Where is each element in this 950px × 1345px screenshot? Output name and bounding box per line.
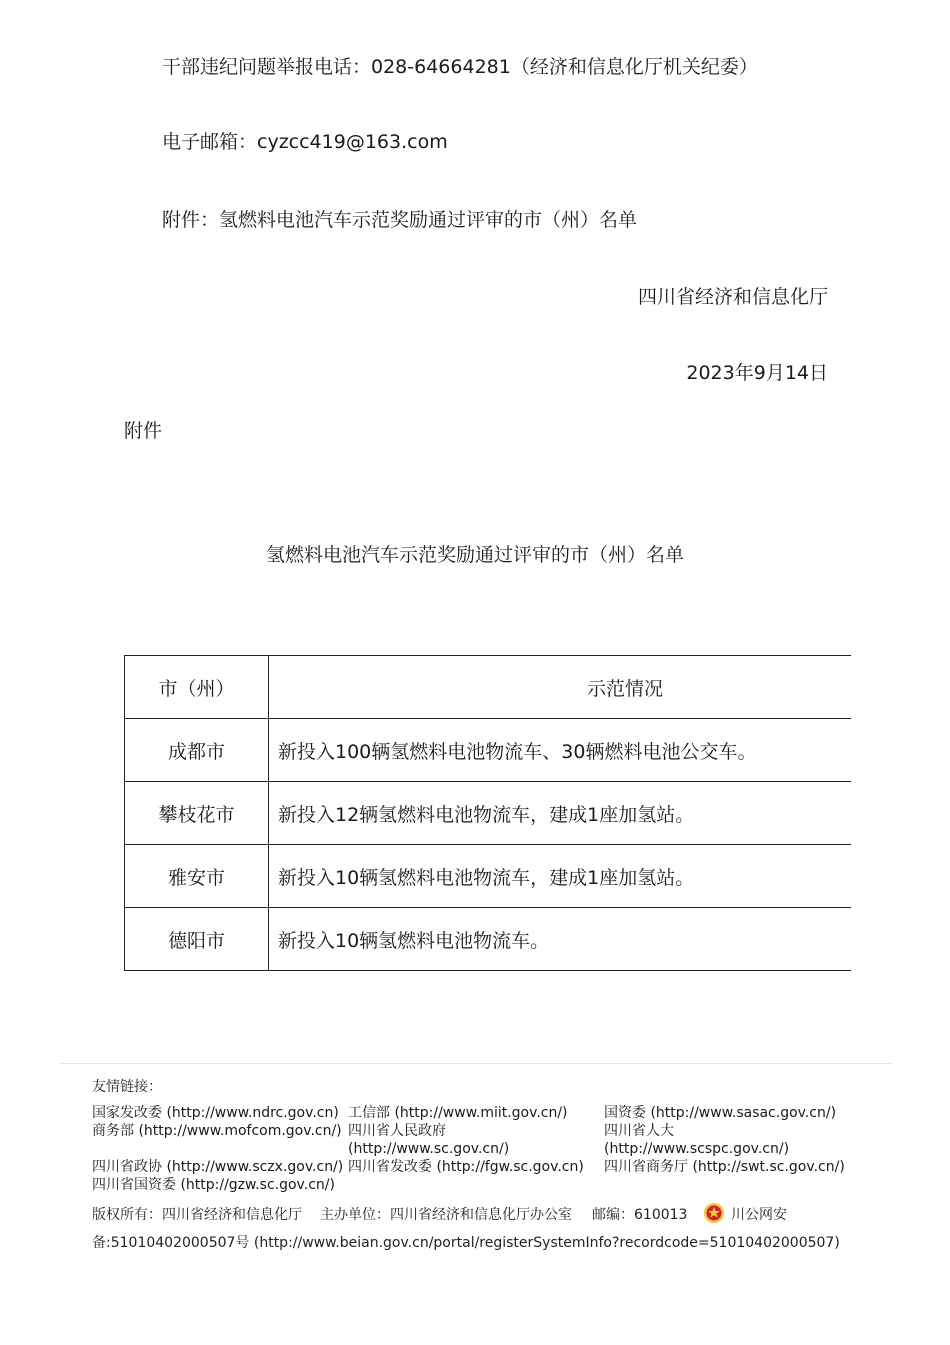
link-miit[interactable]: 工信部 (http://www.miit.gov.cn/) [348,1105,568,1121]
postcode: 邮编：610013 [592,1207,688,1223]
link-sc-gov[interactable]: 四川省人民政府 [348,1123,446,1139]
city-cell: 攀枝花市 [125,782,269,845]
issue-date: 2023年9月14日 [686,362,828,384]
city-cell: 成都市 [125,719,269,782]
link-scspc-url[interactable]: (http://www.scspc.gov.cn/) [604,1141,790,1157]
status-cell: 新投入10辆氢燃料电池物流车。 [269,908,852,971]
table-row [125,845,852,908]
table-row [125,782,852,845]
attachment-title: 氢燃料电池汽车示范奖励通过评审的市（州）名单 [265,544,684,566]
attachment-note: 附件：氢燃料电池汽车示范奖励通过评审的市（州）名单 [162,209,638,231]
city-cell: 雅安市 [125,845,269,908]
demo-table [124,655,851,971]
status-cell: 新投入100辆氢燃料电池物流车、30辆燃料电池公交车。 [269,719,852,782]
organizer: 主办单位：四川省经济和信息化厅办公室 [320,1207,572,1223]
link-sc-gov-url[interactable]: (http://www.sc.gov.cn/) [348,1141,510,1157]
police-emblem-icon [703,1202,725,1224]
link-ndrc[interactable]: 国家发改委 (http://www.ndrc.gov.cn) [92,1105,339,1121]
issuer-name: 四川省经济和信息化厅 [637,286,828,308]
link-scspc[interactable]: 四川省人大 [604,1123,674,1139]
column-header-status: 示范情况 [269,656,852,719]
city-cell: 德阳市 [125,908,269,971]
record-number-link[interactable]: 备:51010402000507号 (http://www.beian.gov.cn/portal/registerSystemInfo?recordcode=51010402000507) [92,1235,840,1251]
police-record-link[interactable]: 川公网安 [731,1207,787,1223]
column-header-city: 市（州） [125,656,269,719]
status-cell: 新投入12辆氢燃料电池物流车，建成1座加氢站。 [269,782,852,845]
report-phone-line: 干部违纪问题举报电话：028-64664281（经济和信息化厅机关纪委） [162,56,758,78]
email-line: 电子邮箱：cyzcc419@163.com [162,131,448,153]
links-title: 友情链接： [92,1079,162,1095]
table-row [125,719,852,782]
copyright: 版权所有：四川省经济和信息化厅 [92,1207,302,1223]
status-cell: 新投入10辆氢燃料电池物流车，建成1座加氢站。 [269,845,852,908]
link-fgw[interactable]: 四川省发改委 (http://fgw.sc.gov.cn) [348,1159,584,1175]
link-swt[interactable]: 四川省商务厅 (http://swt.sc.gov.cn/) [604,1159,845,1175]
table-row [125,908,852,971]
link-gzw[interactable]: 四川省国资委 (http://gzw.sc.gov.cn/) [92,1177,335,1193]
link-sasac[interactable]: 国资委 (http://www.sasac.gov.cn/) [604,1105,837,1121]
table-header-row [125,656,852,719]
footer-divider [60,1063,893,1064]
link-sczx[interactable]: 四川省政协 (http://www.sczx.gov.cn/) [92,1159,344,1175]
attachment-label: 附件 [124,420,163,442]
link-mofcom[interactable]: 商务部 (http://www.mofcom.gov.cn/) [92,1123,342,1139]
